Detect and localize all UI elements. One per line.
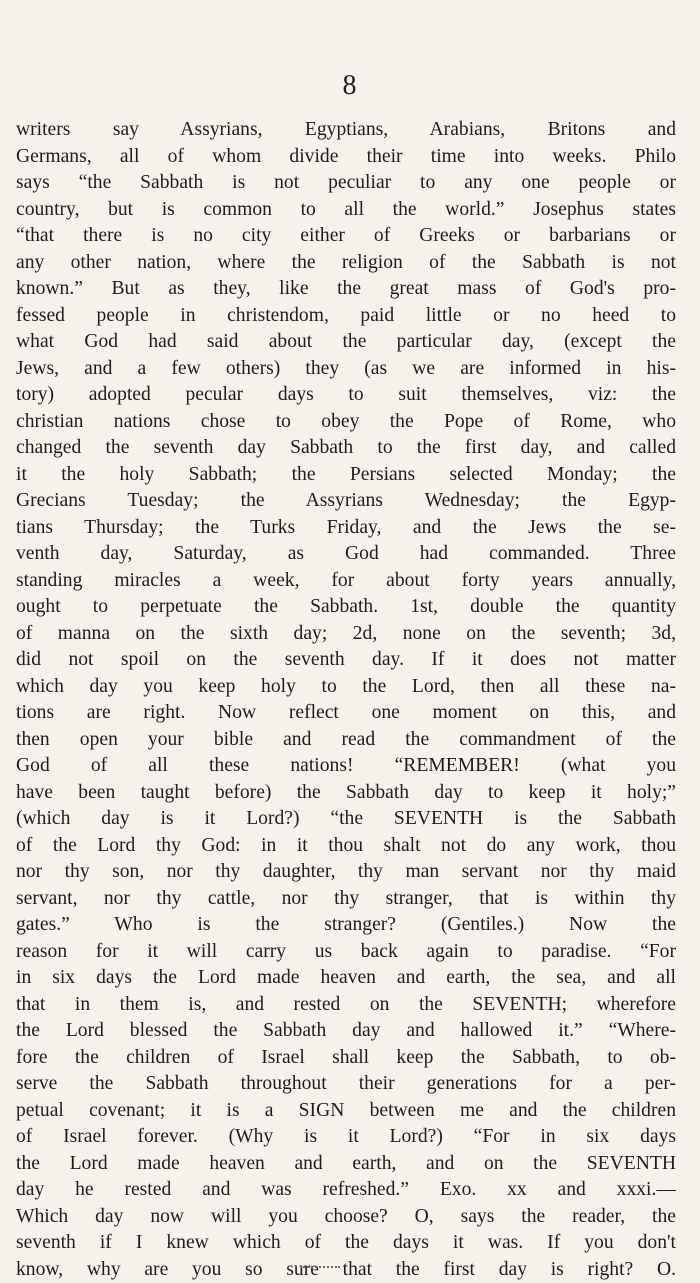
text-line: gates.” Who is the stranger? (Gentiles.) Now the [16, 912, 676, 939]
text-line: day he rested and was refreshed.” Exo. xx and xxxi.— [16, 1177, 676, 1204]
text-line: then open your bible and read the commandment of the [16, 727, 676, 754]
text-line: of Israel forever. (Why is it Lord?) “For in six days [16, 1124, 676, 1151]
text-line: know, why are you so sure that the first day is right? O. [16, 1257, 676, 1283]
text-line: did not spoil on the seventh day. If it does not matter [16, 647, 676, 674]
text-line: tians Thursday; the Turks Friday, and the Jews the se- [16, 515, 676, 542]
text-line: (which day is it Lord?) “the SEVENTH is the Sabbath [16, 806, 676, 833]
text-line: any other nation, where the religion of the Sabbath is not [16, 250, 676, 277]
text-line: tions are right. Now reflect one moment on this, and [16, 700, 676, 727]
text-line: writers say Assyrians, Egyptians, Arabians, Britons and [16, 117, 676, 144]
text-line: fessed people in christendom, paid little or no heed to [16, 303, 676, 330]
footer-mark [300, 1266, 340, 1274]
text-line: petual covenant; it is a SIGN between me and the children [16, 1098, 676, 1125]
text-line: Grecians Tuesday; the Assyrians Wednesday; the Egyp- [16, 488, 676, 515]
text-line: says “the Sabbath is not peculiar to any one people or [16, 170, 676, 197]
text-line: of the Lord thy God: in it thou shalt not do any work, thou [16, 833, 676, 860]
text-line: Jews, and a few others) they (as we are informed in his- [16, 356, 676, 383]
text-line: Germans, all of whom divide their time into weeks. Philo [16, 144, 676, 171]
text-line: country, but is common to all the world.” Josephus states [16, 197, 676, 224]
text-line: nor thy son, nor thy daughter, thy man servant nor thy maid [16, 859, 676, 886]
text-line: which day you keep holy to the Lord, then all these na- [16, 674, 676, 701]
text-line: fore the children of Israel shall keep the Sabbath, to ob- [16, 1045, 676, 1072]
text-line: “that there is no city either of Greeks or barbarians or [16, 223, 676, 250]
text-line: in six days the Lord made heaven and earth, the sea, and all [16, 965, 676, 992]
text-line: it the holy Sabbath; the Persians selected Monday; the [16, 462, 676, 489]
text-line: what God had said about the particular day, (except the [16, 329, 676, 356]
text-line: that in them is, and rested on the SEVENTH; wherefore [16, 992, 676, 1019]
text-line: the Lord blessed the Sabbath day and hallowed it.” “Where- [16, 1018, 676, 1045]
text-line: standing miracles a week, for about forty years annually, [16, 568, 676, 595]
text-line: have been taught before) the Sabbath day to keep it holy;” [16, 780, 676, 807]
text-line: of manna on the sixth day; 2d, none on the seventh; 3d, [16, 621, 676, 648]
text-line: venth day, Saturday, as God had commanded. Three [16, 541, 676, 568]
text-line: the Lord made heaven and earth, and on the SEVENTH [16, 1151, 676, 1178]
text-line: changed the seventh day Sabbath to the first day, and called [16, 435, 676, 462]
text-line: serve the Sabbath throughout their generations for a per- [16, 1071, 676, 1098]
text-line: God of all these nations! “REMEMBER! (what you [16, 753, 676, 780]
text-line: ought to perpetuate the Sabbath. 1st, double the quantity [16, 594, 676, 621]
page-number: 8 [0, 70, 700, 102]
body-text [16, 117, 676, 1283]
text-line: tory) adopted pecular days to suit themselves, viz: the [16, 382, 676, 409]
text-line: Which day now will you choose? O, says the reader, the [16, 1204, 676, 1231]
text-line: servant, nor thy cattle, nor thy stranger, that is within thy [16, 886, 676, 913]
text-line: reason for it will carry us back again to paradise. “For [16, 939, 676, 966]
text-line: seventh if I knew which of the days it was. If you don't [16, 1230, 676, 1257]
text-line: christian nations chose to obey the Pope of Rome, who [16, 409, 676, 436]
text-line: known.” But as they, like the great mass of God's pro- [16, 276, 676, 303]
